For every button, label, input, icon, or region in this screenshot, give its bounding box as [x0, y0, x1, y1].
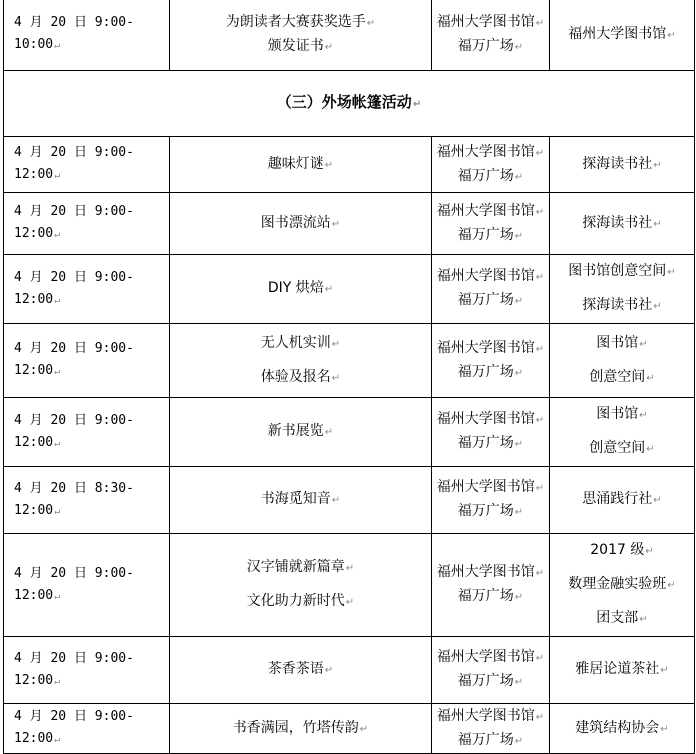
venue-cell-text: 福万广场 [457, 292, 514, 308]
activity-cell [170, 324, 432, 398]
date-text: 4 月 20 日 9:00-12:00 [14, 204, 134, 241]
date-cell [4, 704, 170, 754]
organizer-cell [550, 0, 695, 71]
paragraph-mark-icon: ↵ [324, 284, 334, 295]
table-row [4, 637, 695, 704]
venue-cell-text: 福万广场 [457, 226, 514, 243]
paragraph-mark-icon: ↵ [345, 563, 355, 574]
paragraph-mark-icon: ↵ [646, 444, 655, 455]
paragraph-mark-icon: ↵ [646, 372, 655, 384]
organizer-cell-text: 2017 级 [590, 542, 645, 558]
date-text: 4 月 20 日 9:00-12:00 [14, 341, 134, 378]
date-text: 4 月 20 日 8:30-12:00 [14, 480, 134, 518]
organizer-cell-text: 创意空间 [589, 440, 646, 456]
venue-cell [432, 637, 550, 704]
venue-cell-text: 福州大学图书馆 [436, 411, 535, 427]
paragraph-mark-icon: ↵ [535, 147, 545, 159]
paragraph-mark-icon: ↵ [324, 41, 334, 53]
venue-cell-text: 福万广场 [457, 167, 514, 184]
activity-cell [170, 0, 432, 71]
paragraph-mark-icon: ↵ [639, 410, 648, 421]
paragraph-mark-icon: ↵ [639, 614, 648, 625]
activity-cell-text: 书海觅知音 [260, 491, 331, 507]
organizer-cell-text: 探海读书社 [582, 214, 653, 231]
venue-cell [432, 137, 550, 193]
paragraph-mark-icon: ↵ [653, 218, 662, 230]
activity-cell [170, 193, 432, 255]
date-cell [4, 637, 170, 704]
paragraph-mark-icon: ↵ [514, 677, 524, 688]
paragraph-mark-icon: ↵ [331, 495, 341, 506]
date-text: 4 月 20 日 9:00-12:00 [14, 709, 134, 746]
paragraph-mark-icon: ↵ [514, 507, 524, 518]
paragraph-mark-icon: ↵ [653, 495, 662, 506]
paragraph-mark-icon: ↵ [331, 338, 341, 350]
venue-cell-text: 福万广场 [457, 435, 514, 451]
paragraph-mark-icon: ↵ [54, 734, 61, 745]
schedule-body [4, 0, 695, 754]
paragraph-mark-icon: ↵ [514, 735, 524, 747]
venue-cell [432, 0, 550, 71]
activity-cell-text: 体验及报名 [260, 368, 331, 385]
venue-cell-text: 福州大学图书馆 [436, 339, 535, 356]
venue-cell-text: 福州大学图书馆 [436, 649, 535, 665]
venue-cell-text: 福州大学图书馆 [436, 143, 535, 160]
paragraph-mark-icon: ↵ [667, 580, 676, 591]
venue-cell-text: 福州大学图书馆 [436, 707, 535, 724]
paragraph-mark-icon: ↵ [514, 230, 524, 242]
paragraph-mark-icon: ↵ [54, 366, 61, 377]
organizer-cell-text: 图书馆创意空间 [568, 263, 667, 279]
venue-cell [432, 324, 550, 398]
paragraph-mark-icon: ↵ [54, 40, 61, 51]
paragraph-mark-icon: ↵ [535, 343, 545, 355]
activity-cell [170, 637, 432, 704]
activity-cell-text: 为朗读者大赛获奖选手 [225, 13, 366, 30]
section-heading-text: （三）外场帐篷活动 [276, 93, 412, 111]
organizer-cell [550, 534, 695, 637]
venue-cell-text: 福州大学图书馆 [436, 479, 535, 495]
paragraph-mark-icon: ↵ [514, 296, 524, 307]
paragraph-mark-icon: ↵ [514, 439, 524, 450]
paragraph-mark-icon: ↵ [345, 597, 355, 608]
paragraph-mark-icon: ↵ [639, 338, 648, 350]
date-cell [4, 534, 170, 637]
date-cell [4, 193, 170, 255]
activity-cell [170, 704, 432, 754]
date-cell [4, 137, 170, 193]
organizer-cell [550, 637, 695, 704]
organizer-cell [550, 193, 695, 255]
paragraph-mark-icon: ↵ [514, 171, 524, 183]
activity-cell-text: 无人机实训 [260, 334, 331, 351]
venue-cell-text: 福万广场 [457, 673, 514, 689]
date-text: 4 月 20 日 9:00-12:00 [14, 145, 134, 182]
paragraph-mark-icon: ↵ [412, 99, 422, 110]
organizer-cell [550, 324, 695, 398]
paragraph-mark-icon: ↵ [54, 675, 61, 687]
paragraph-mark-icon: ↵ [535, 415, 545, 426]
venue-cell [432, 255, 550, 324]
paragraph-mark-icon: ↵ [535, 653, 545, 664]
organizer-cell-text: 图书馆 [596, 334, 639, 351]
organizer-cell-text: 雅居论道茶社 [575, 661, 660, 677]
date-cell [4, 467, 170, 534]
paragraph-mark-icon: ↵ [324, 159, 334, 171]
date-cell [4, 324, 170, 398]
venue-cell-text: 福万广场 [457, 731, 514, 748]
paragraph-mark-icon: ↵ [653, 159, 662, 171]
table-row [4, 467, 695, 534]
table-row [4, 0, 695, 71]
activity-cell-text: 颁发证书 [267, 37, 324, 54]
paragraph-mark-icon: ↵ [54, 294, 61, 306]
date-text: 4 月 20 日 9:00-12:00 [14, 565, 134, 603]
organizer-cell-text: 数理金融实验班 [568, 576, 667, 592]
paragraph-mark-icon: ↵ [54, 170, 61, 181]
venue-cell [432, 398, 550, 467]
paragraph-mark-icon: ↵ [535, 206, 545, 218]
organizer-cell-text: 创意空间 [589, 368, 646, 385]
venue-cell-text: 福州大学图书馆 [436, 564, 535, 580]
paragraph-mark-icon: ↵ [660, 723, 669, 735]
organizer-cell [550, 467, 695, 534]
paragraph-mark-icon: ↵ [366, 17, 376, 29]
table-row [4, 137, 695, 193]
activity-cell-text: 新书展览 [267, 423, 324, 439]
organizer-cell-text: 探海读书社 [582, 297, 653, 313]
table-row [4, 398, 695, 467]
paragraph-mark-icon: ↵ [359, 723, 369, 735]
activity-cell-text: 图书漂流站 [260, 214, 331, 231]
table-row [4, 704, 695, 754]
paragraph-mark-icon: ↵ [535, 17, 545, 29]
organizer-cell-text: 图书馆 [596, 406, 639, 422]
activity-cell-text: 文化助力新时代 [246, 593, 345, 609]
venue-cell [432, 704, 550, 754]
activity-cell [170, 534, 432, 637]
date-text: 4 月 20 日 9:00-12:00 [14, 269, 134, 307]
paragraph-mark-icon: ↵ [54, 437, 61, 449]
venue-cell [432, 193, 550, 255]
paragraph-mark-icon: ↵ [324, 427, 334, 438]
paragraph-mark-icon: ↵ [535, 568, 545, 579]
table-row [4, 534, 695, 637]
paragraph-mark-icon: ↵ [653, 301, 662, 312]
paragraph-mark-icon: ↵ [535, 711, 545, 723]
activity-cell [170, 137, 432, 193]
table-row [4, 324, 695, 398]
paragraph-mark-icon: ↵ [54, 505, 61, 517]
paragraph-mark-icon: ↵ [54, 590, 61, 602]
date-cell [4, 398, 170, 467]
table-row [4, 193, 695, 255]
paragraph-mark-icon: ↵ [667, 267, 676, 278]
paragraph-mark-icon: ↵ [54, 229, 61, 240]
paragraph-mark-icon: ↵ [535, 483, 545, 494]
paragraph-mark-icon: ↵ [535, 272, 545, 283]
activity-cell-text: 趣味灯谜 [267, 155, 324, 172]
paragraph-mark-icon: ↵ [331, 218, 341, 230]
organizer-cell-text: 福州大学图书馆 [568, 25, 667, 42]
venue-cell-text: 福万广场 [457, 363, 514, 380]
paragraph-mark-icon: ↵ [324, 665, 334, 676]
activity-cell-text: 汉字铺就新篇章 [246, 559, 345, 575]
schedule-table [3, 0, 695, 754]
date-cell [4, 0, 170, 71]
activity-cell-text: DIY 烘焙 [267, 280, 324, 296]
section-row [4, 71, 695, 137]
activity-cell-text: 书香满园，竹塔传韵 [232, 719, 359, 736]
activity-cell [170, 398, 432, 467]
date-text: 4 月 20 日 9:00-10:00 [14, 15, 134, 52]
organizer-cell-text: 思涌践行社 [582, 491, 653, 507]
paragraph-mark-icon: ↵ [514, 367, 524, 379]
paragraph-mark-icon: ↵ [331, 372, 341, 384]
date-text: 4 月 20 日 9:00-12:00 [14, 650, 134, 688]
paragraph-mark-icon: ↵ [514, 592, 524, 603]
venue-cell-text: 福万广场 [457, 37, 514, 54]
paragraph-mark-icon: ↵ [667, 29, 676, 41]
venue-cell [432, 534, 550, 637]
venue-cell-text: 福州大学图书馆 [436, 202, 535, 219]
organizer-cell-text: 探海读书社 [582, 155, 653, 172]
organizer-cell [550, 398, 695, 467]
organizer-cell [550, 255, 695, 324]
organizer-cell-text: 建筑结构协会 [575, 719, 660, 736]
venue-cell-text: 福万广场 [457, 503, 514, 519]
table-row [4, 255, 695, 324]
date-cell [4, 255, 170, 324]
paragraph-mark-icon: ↵ [660, 665, 669, 676]
organizer-cell [550, 704, 695, 754]
venue-cell [432, 467, 550, 534]
activity-cell-text: 茶香茶语 [267, 661, 324, 677]
activity-cell [170, 467, 432, 534]
paragraph-mark-icon: ↵ [645, 546, 654, 557]
organizer-cell [550, 137, 695, 193]
organizer-cell-text: 团支部 [596, 610, 639, 626]
venue-cell-text: 福万广场 [457, 588, 514, 604]
venue-cell-text: 福州大学图书馆 [436, 268, 535, 284]
activity-cell [170, 255, 432, 324]
date-text: 4 月 20 日 9:00-12:00 [14, 412, 134, 450]
section-heading [4, 71, 695, 137]
venue-cell-text: 福州大学图书馆 [436, 13, 535, 30]
paragraph-mark-icon: ↵ [514, 41, 524, 53]
